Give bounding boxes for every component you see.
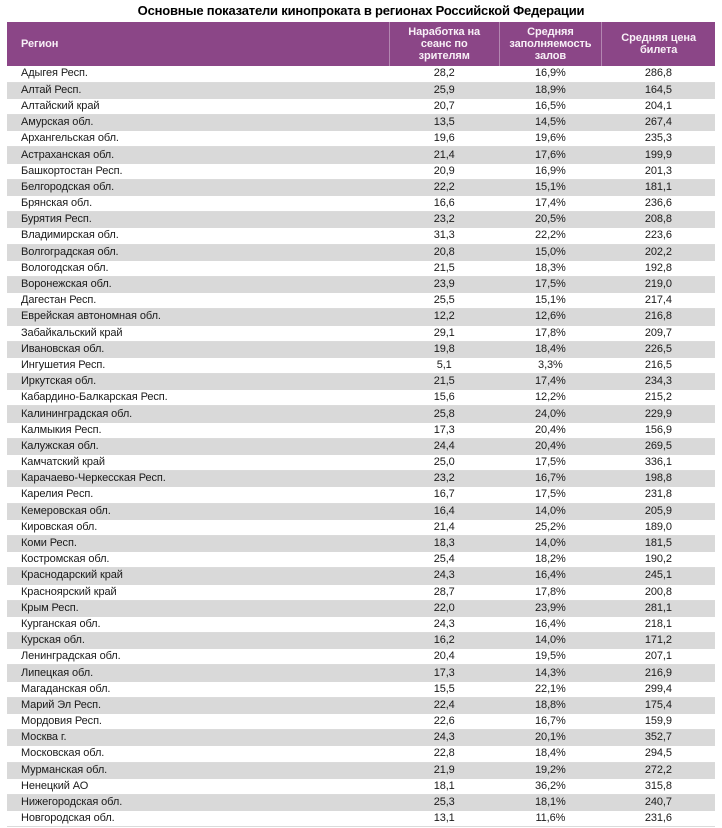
table-row — [7, 293, 715, 309]
table-body — [7, 66, 715, 827]
region-cell: Московская обл. — [7, 746, 389, 762]
region-cell: Кировская обл. — [7, 519, 389, 535]
region-cell: Волгоградская обл. — [7, 244, 389, 260]
occupancy-cell: 16,7% — [499, 714, 602, 730]
region-cell: Еврейская автономная обл. — [7, 309, 389, 325]
region-cell: Белгородская обл. — [7, 179, 389, 195]
occupancy-cell: 17,8% — [499, 584, 602, 600]
ticket-price-cell: 205,9 — [602, 503, 715, 519]
attendance-per-session-cell: 23,2 — [389, 212, 499, 228]
ticket-price-cell: 181,5 — [602, 535, 715, 551]
attendance-per-session-cell: 25,8 — [389, 406, 499, 422]
table-row — [7, 697, 715, 713]
table-row — [7, 438, 715, 454]
table-row — [7, 616, 715, 632]
region-cell: Астраханская обл. — [7, 147, 389, 163]
table-row — [7, 811, 715, 827]
region-cell: Коми Респ. — [7, 535, 389, 551]
occupancy-cell: 22,2% — [499, 228, 602, 244]
attendance-per-session-cell: 22,8 — [389, 746, 499, 762]
table-row — [7, 115, 715, 131]
ticket-price-cell: 352,7 — [602, 730, 715, 746]
ticket-price-cell: 218,1 — [602, 616, 715, 632]
region-cell: Мордовия Респ. — [7, 714, 389, 730]
ticket-price-cell: 200,8 — [602, 584, 715, 600]
table-row — [7, 503, 715, 519]
region-cell: Кемеровская обл. — [7, 503, 389, 519]
table-row — [7, 228, 715, 244]
attendance-per-session-cell: 21,5 — [389, 374, 499, 390]
attendance-per-session-cell: 16,4 — [389, 503, 499, 519]
column-header-region: Регион — [7, 22, 389, 66]
attendance-per-session-cell: 25,0 — [389, 455, 499, 471]
ticket-price-cell: 181,1 — [602, 179, 715, 195]
ticket-price-cell: 204,1 — [602, 98, 715, 114]
occupancy-cell: 18,2% — [499, 552, 602, 568]
region-cell: Магаданская обл. — [7, 681, 389, 697]
occupancy-cell: 25,2% — [499, 519, 602, 535]
attendance-per-session-cell: 19,6 — [389, 131, 499, 147]
occupancy-cell: 3,3% — [499, 357, 602, 373]
table-row — [7, 730, 715, 746]
attendance-per-session-cell: 24,3 — [389, 730, 499, 746]
ticket-price-cell: 226,5 — [602, 341, 715, 357]
ticket-price-cell: 175,4 — [602, 697, 715, 713]
occupancy-cell: 18,4% — [499, 746, 602, 762]
region-cell: Марий Эл Респ. — [7, 697, 389, 713]
attendance-per-session-cell: 20,8 — [389, 244, 499, 260]
occupancy-cell: 19,2% — [499, 762, 602, 778]
ticket-price-cell: 219,0 — [602, 276, 715, 292]
region-cell: Ненецкий АО — [7, 778, 389, 794]
ticket-price-cell: 199,9 — [602, 147, 715, 163]
table-row — [7, 568, 715, 584]
table-row — [7, 196, 715, 212]
occupancy-cell: 16,9% — [499, 66, 602, 82]
occupancy-cell: 11,6% — [499, 811, 602, 827]
table-row — [7, 179, 715, 195]
occupancy-cell: 18,4% — [499, 341, 602, 357]
table-row — [7, 535, 715, 551]
ticket-price-cell: 215,2 — [602, 390, 715, 406]
region-cell: Владимирская обл. — [7, 228, 389, 244]
attendance-per-session-cell: 17,3 — [389, 422, 499, 438]
attendance-per-session-cell: 23,2 — [389, 471, 499, 487]
attendance-per-session-cell: 13,5 — [389, 115, 499, 131]
column-header-occupancy: Средняя заполняемость залов — [499, 22, 602, 66]
table-row — [7, 746, 715, 762]
occupancy-cell: 12,2% — [499, 390, 602, 406]
occupancy-cell: 14,5% — [499, 115, 602, 131]
attendance-per-session-cell: 25,5 — [389, 293, 499, 309]
attendance-per-session-cell: 21,5 — [389, 260, 499, 276]
table-row — [7, 357, 715, 373]
ticket-price-cell: 223,6 — [602, 228, 715, 244]
ticket-price-cell: 208,8 — [602, 212, 715, 228]
region-cell: Камчатский край — [7, 455, 389, 471]
region-cell: Ингушетия Респ. — [7, 357, 389, 373]
ticket-price-cell: 217,4 — [602, 293, 715, 309]
ticket-price-cell: 216,8 — [602, 309, 715, 325]
ticket-price-cell: 159,9 — [602, 714, 715, 730]
occupancy-cell: 36,2% — [499, 778, 602, 794]
attendance-per-session-cell: 12,2 — [389, 309, 499, 325]
attendance-per-session-cell: 16,7 — [389, 487, 499, 503]
attendance-per-session-cell: 29,1 — [389, 325, 499, 341]
ticket-price-cell: 267,4 — [602, 115, 715, 131]
attendance-per-session-cell: 24,4 — [389, 438, 499, 454]
ticket-price-cell: 229,9 — [602, 406, 715, 422]
ticket-price-cell: 198,8 — [602, 471, 715, 487]
attendance-per-session-cell: 25,9 — [389, 82, 499, 98]
attendance-per-session-cell: 20,4 — [389, 649, 499, 665]
attendance-per-session-cell: 28,2 — [389, 66, 499, 82]
ticket-price-cell: 272,2 — [602, 762, 715, 778]
attendance-per-session-cell: 24,3 — [389, 616, 499, 632]
region-cell: Ивановская обл. — [7, 341, 389, 357]
attendance-per-session-cell: 15,5 — [389, 681, 499, 697]
occupancy-cell: 18,1% — [499, 794, 602, 810]
page-title: Основные показатели кинопроката в регионах Российской Федерации — [137, 3, 585, 18]
attendance-per-session-cell: 20,9 — [389, 163, 499, 179]
table-row — [7, 147, 715, 163]
ticket-price-cell: 281,1 — [602, 600, 715, 616]
occupancy-cell: 20,1% — [499, 730, 602, 746]
attendance-per-session-cell: 21,9 — [389, 762, 499, 778]
table-row — [7, 584, 715, 600]
ticket-price-cell: 164,5 — [602, 82, 715, 98]
ticket-price-cell: 209,7 — [602, 325, 715, 341]
ticket-price-cell: 269,5 — [602, 438, 715, 454]
table-row — [7, 131, 715, 147]
table-row — [7, 487, 715, 503]
occupancy-cell: 20,4% — [499, 422, 602, 438]
attendance-per-session-cell: 31,3 — [389, 228, 499, 244]
region-cell: Калининградская обл. — [7, 406, 389, 422]
occupancy-cell: 12,6% — [499, 309, 602, 325]
attendance-per-session-cell: 25,3 — [389, 794, 499, 810]
occupancy-cell: 16,5% — [499, 98, 602, 114]
table-row — [7, 600, 715, 616]
indicators-table — [7, 22, 715, 827]
attendance-per-session-cell: 18,3 — [389, 535, 499, 551]
region-cell: Калужская обл. — [7, 438, 389, 454]
ticket-price-cell: 190,2 — [602, 552, 715, 568]
region-cell: Курская обл. — [7, 633, 389, 649]
occupancy-cell: 16,4% — [499, 616, 602, 632]
region-cell: Иркутская обл. — [7, 374, 389, 390]
ticket-price-cell: 286,8 — [602, 66, 715, 82]
region-cell: Амурская обл. — [7, 115, 389, 131]
table-row — [7, 714, 715, 730]
region-cell: Алтай Респ. — [7, 82, 389, 98]
occupancy-cell: 17,8% — [499, 325, 602, 341]
table-row — [7, 276, 715, 292]
table-row — [7, 778, 715, 794]
attendance-per-session-cell: 16,6 — [389, 196, 499, 212]
region-cell: Башкортостан Респ. — [7, 163, 389, 179]
region-cell: Калмыкия Респ. — [7, 422, 389, 438]
region-cell: Крым Респ. — [7, 600, 389, 616]
occupancy-cell: 18,3% — [499, 260, 602, 276]
ticket-price-cell: 201,3 — [602, 163, 715, 179]
occupancy-cell: 19,6% — [499, 131, 602, 147]
region-cell: Нижегородская обл. — [7, 794, 389, 810]
table-row — [7, 260, 715, 276]
occupancy-cell: 16,7% — [499, 471, 602, 487]
occupancy-cell: 17,5% — [499, 487, 602, 503]
table-row — [7, 519, 715, 535]
ticket-price-cell: 216,5 — [602, 357, 715, 373]
table-row — [7, 212, 715, 228]
table-row — [7, 794, 715, 810]
region-cell: Архангельская обл. — [7, 131, 389, 147]
occupancy-cell: 16,9% — [499, 163, 602, 179]
occupancy-cell: 15,1% — [499, 293, 602, 309]
table-row — [7, 552, 715, 568]
ticket-price-cell: 315,8 — [602, 778, 715, 794]
region-cell: Карачаево-Черкесская Респ. — [7, 471, 389, 487]
attendance-per-session-cell: 16,2 — [389, 633, 499, 649]
table-row — [7, 309, 715, 325]
attendance-per-session-cell: 17,3 — [389, 665, 499, 681]
table-row — [7, 649, 715, 665]
occupancy-cell: 14,3% — [499, 665, 602, 681]
occupancy-cell: 23,9% — [499, 600, 602, 616]
attendance-per-session-cell: 22,2 — [389, 179, 499, 195]
attendance-per-session-cell: 19,8 — [389, 341, 499, 357]
attendance-per-session-cell: 22,4 — [389, 697, 499, 713]
table-row — [7, 390, 715, 406]
attendance-per-session-cell: 21,4 — [389, 147, 499, 163]
occupancy-cell: 22,1% — [499, 681, 602, 697]
table-row — [7, 633, 715, 649]
attendance-per-session-cell: 28,7 — [389, 584, 499, 600]
region-cell: Новгородская обл. — [7, 811, 389, 827]
region-cell: Краснодарский край — [7, 568, 389, 584]
ticket-price-cell: 156,9 — [602, 422, 715, 438]
region-cell: Воронежская обл. — [7, 276, 389, 292]
ticket-price-cell: 336,1 — [602, 455, 715, 471]
region-cell: Адыгея Респ. — [7, 66, 389, 82]
region-cell: Брянская обл. — [7, 196, 389, 212]
table-row — [7, 325, 715, 341]
attendance-per-session-cell: 25,4 — [389, 552, 499, 568]
table-row — [7, 374, 715, 390]
region-cell: Липецкая обл. — [7, 665, 389, 681]
occupancy-cell: 14,0% — [499, 535, 602, 551]
column-header-ticket-price: Средняя цена билета — [602, 22, 715, 66]
ticket-price-cell: 189,0 — [602, 519, 715, 535]
occupancy-cell: 18,9% — [499, 82, 602, 98]
header-row — [7, 22, 715, 66]
ticket-price-cell: 299,4 — [602, 681, 715, 697]
attendance-per-session-cell: 13,1 — [389, 811, 499, 827]
table-row — [7, 455, 715, 471]
ticket-price-cell: 245,1 — [602, 568, 715, 584]
ticket-price-cell: 294,5 — [602, 746, 715, 762]
ticket-price-cell: 202,2 — [602, 244, 715, 260]
occupancy-cell: 18,8% — [499, 697, 602, 713]
attendance-per-session-cell: 23,9 — [389, 276, 499, 292]
ticket-price-cell: 192,8 — [602, 260, 715, 276]
attendance-per-session-cell: 18,1 — [389, 778, 499, 794]
table-row — [7, 665, 715, 681]
region-cell: Вологодская обл. — [7, 260, 389, 276]
occupancy-cell: 20,5% — [499, 212, 602, 228]
occupancy-cell: 17,4% — [499, 374, 602, 390]
table-row — [7, 422, 715, 438]
occupancy-cell: 24,0% — [499, 406, 602, 422]
occupancy-cell: 17,5% — [499, 455, 602, 471]
occupancy-cell: 14,0% — [499, 633, 602, 649]
region-cell: Красноярский край — [7, 584, 389, 600]
occupancy-cell: 15,0% — [499, 244, 602, 260]
ticket-price-cell: 231,6 — [602, 811, 715, 827]
ticket-price-cell: 231,8 — [602, 487, 715, 503]
region-cell: Алтайский край — [7, 98, 389, 114]
region-cell: Курганская обл. — [7, 616, 389, 632]
table-row — [7, 762, 715, 778]
region-cell: Ленинградская обл. — [7, 649, 389, 665]
table-row — [7, 163, 715, 179]
ticket-price-cell: 207,1 — [602, 649, 715, 665]
attendance-per-session-cell: 22,6 — [389, 714, 499, 730]
table-row — [7, 341, 715, 357]
attendance-per-session-cell: 21,4 — [389, 519, 499, 535]
region-cell: Дагестан Респ. — [7, 293, 389, 309]
ticket-price-cell: 234,3 — [602, 374, 715, 390]
region-cell: Забайкальский край — [7, 325, 389, 341]
ticket-price-cell: 216,9 — [602, 665, 715, 681]
region-cell: Мурманская обл. — [7, 762, 389, 778]
ticket-price-cell: 236,6 — [602, 196, 715, 212]
attendance-per-session-cell: 5,1 — [389, 357, 499, 373]
table-row — [7, 98, 715, 114]
region-cell: Москва г. — [7, 730, 389, 746]
ticket-price-cell: 235,3 — [602, 131, 715, 147]
occupancy-cell: 20,4% — [499, 438, 602, 454]
attendance-per-session-cell: 15,6 — [389, 390, 499, 406]
occupancy-cell: 14,0% — [499, 503, 602, 519]
occupancy-cell: 17,5% — [499, 276, 602, 292]
occupancy-cell: 17,4% — [499, 196, 602, 212]
occupancy-cell: 17,6% — [499, 147, 602, 163]
attendance-per-session-cell: 24,3 — [389, 568, 499, 584]
table-row — [7, 66, 715, 82]
table-row — [7, 244, 715, 260]
region-cell: Бурятия Респ. — [7, 212, 389, 228]
table-row — [7, 406, 715, 422]
occupancy-cell: 19,5% — [499, 649, 602, 665]
ticket-price-cell: 171,2 — [602, 633, 715, 649]
region-cell: Карелия Респ. — [7, 487, 389, 503]
occupancy-cell: 15,1% — [499, 179, 602, 195]
table-row — [7, 471, 715, 487]
region-cell: Костромская обл. — [7, 552, 389, 568]
occupancy-cell: 16,4% — [499, 568, 602, 584]
ticket-price-cell: 240,7 — [602, 794, 715, 810]
table-row — [7, 681, 715, 697]
region-cell: Кабардино-Балкарская Респ. — [7, 390, 389, 406]
attendance-per-session-cell: 22,0 — [389, 600, 499, 616]
column-header-attendance-per-session: Наработка на сеанс по зрителям — [389, 22, 499, 66]
table-row — [7, 82, 715, 98]
attendance-per-session-cell: 20,7 — [389, 98, 499, 114]
